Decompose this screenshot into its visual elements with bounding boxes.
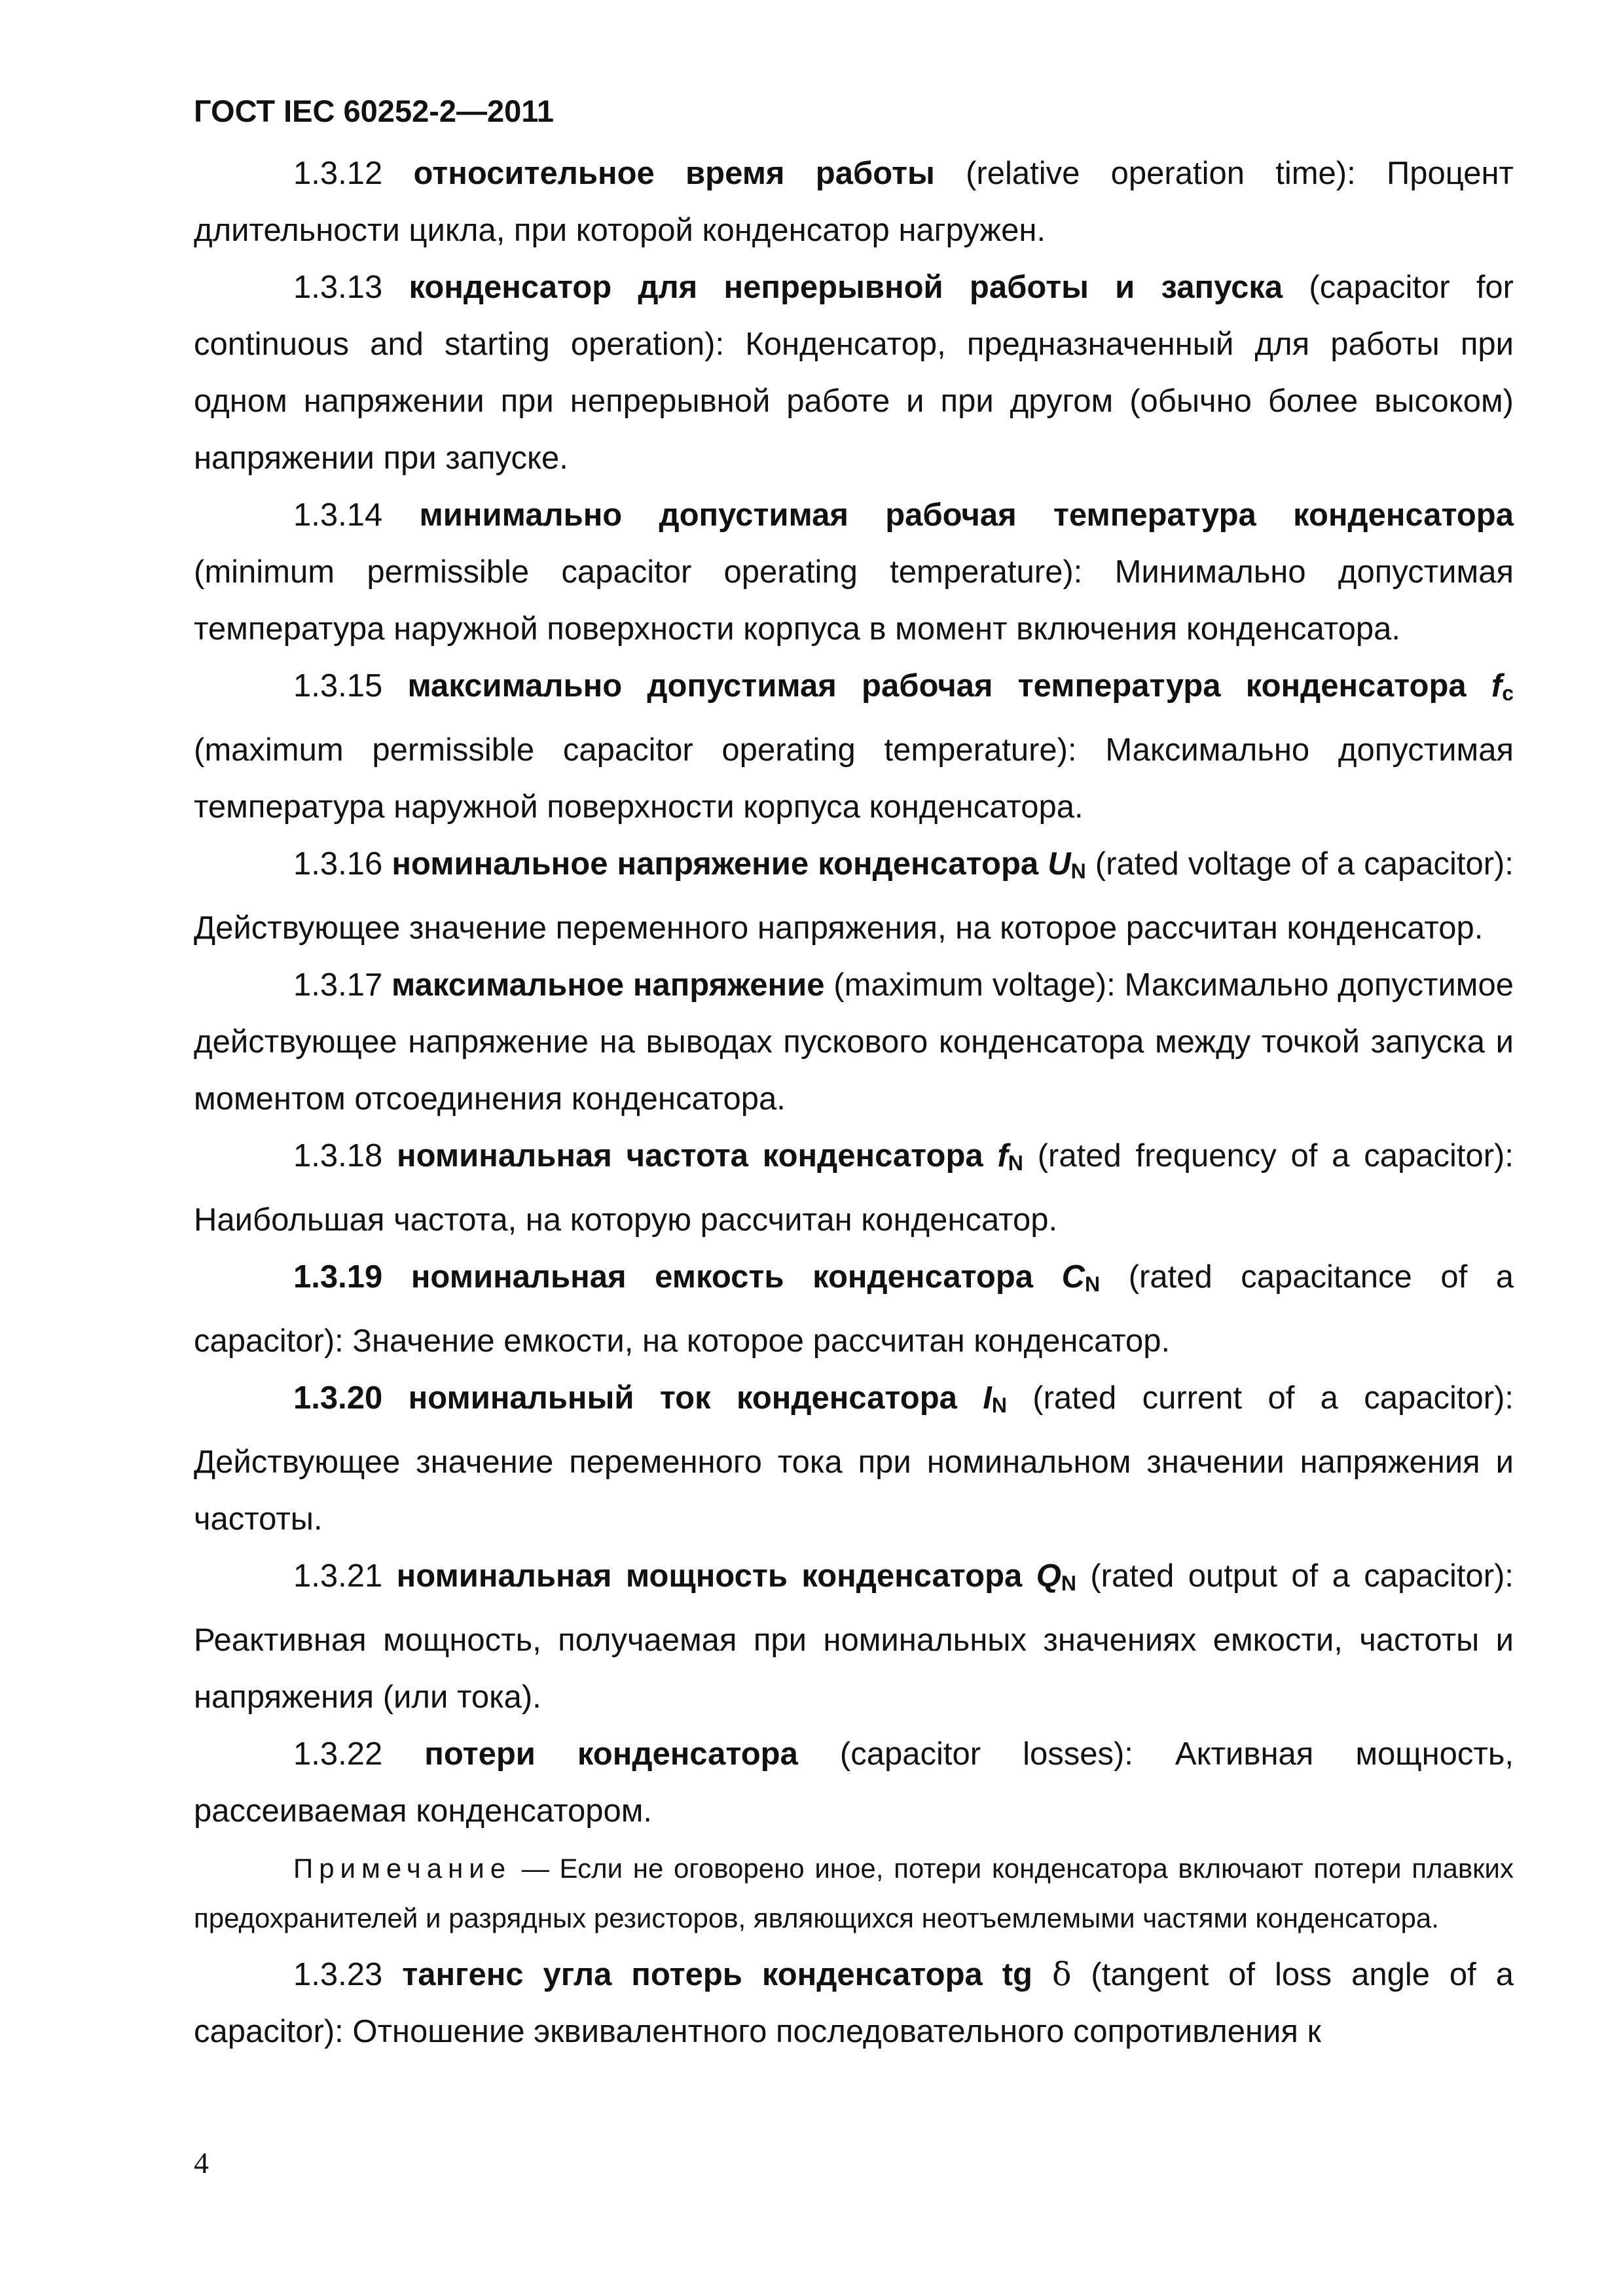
definition-1-3-18 xyxy=(194,1128,1514,1249)
entry-text: (rated frequency of a capacitor): Наибольшая частота, на которую рассчитан конденсатор. xyxy=(194,1138,1514,1238)
entry-term: максимальное напряжение xyxy=(392,967,825,1003)
entry-number: 1.3.21 xyxy=(293,1558,383,1594)
entry-text: (capacitor for continuous and starting operation): Конденсатор, предназначенный для работы при одном напряжении при непрерывной работе и при другом (обычно более высоком) напряжении при запуске. xyxy=(194,270,1514,476)
entry-symbol: $U_N$ xyxy=(1048,846,1086,883)
entry-number: 1.3.22 xyxy=(293,1736,383,1772)
entry-symbol: $C_N$ xyxy=(1061,1259,1101,1296)
definition-1-3-17 xyxy=(194,957,1514,1128)
note-label: Примечание xyxy=(293,1853,512,1884)
entry-term: потери конденсатора xyxy=(424,1736,798,1772)
definition-1-3-19 xyxy=(194,1249,1514,1370)
entry-number: 1.3.16 xyxy=(293,846,383,882)
delta-symbol: δ xyxy=(1051,1956,1072,1993)
definition-1-3-12 xyxy=(194,145,1514,259)
entry-number: 1.3.20 xyxy=(293,1380,383,1416)
entry-number: 1.3.23 xyxy=(293,1957,383,1992)
entry-term: конденсатор для непрерывной работы и запуска xyxy=(409,270,1283,305)
definition-1-3-13 xyxy=(194,259,1514,487)
definition-1-3-21 xyxy=(194,1548,1514,1726)
definition-1-3-20 xyxy=(194,1370,1514,1548)
entry-text: (tangent of loss angle of a capacitor): Отношение эквивалентного последовательного сопротивления к xyxy=(194,1957,1514,2049)
entry-symbol: $f_c$ xyxy=(1491,668,1514,705)
page-number: 4 xyxy=(194,2146,209,2179)
definition-1-3-15 xyxy=(194,658,1514,836)
entry-text: (rated capacitance of a capacitor): Значение емкости, на которое рассчитан конденсатор. xyxy=(194,1259,1514,1359)
entry-text: (rated current of a capacitor): Действующее значение переменного тока при номинальном значении напряжения и частоты. xyxy=(194,1380,1514,1537)
document-body xyxy=(194,145,1514,2060)
entry-term: относительное время работы xyxy=(413,156,935,191)
note-paragraph xyxy=(194,1844,1514,1943)
entry-text: (capacitor losses): Активная мощность, рассеиваемая конденсатором. xyxy=(194,1736,1514,1829)
entry-text: (relative operation time): Процент длительности цикла, при которой конденсатор нагружен. xyxy=(194,156,1514,248)
entry-number: 1.3.12 xyxy=(293,156,383,191)
entry-term: минимально допустимая рабочая температура конденсатора xyxy=(419,497,1514,533)
entry-text: (maximum voltage): Максимально допустимое действующее напряжение на выводах пускового конденсатора между точкой запуска и моментом отсоединения конденсатора. xyxy=(194,967,1514,1117)
entry-term: максимально допустимая рабочая температура конденсатора xyxy=(407,668,1467,704)
entry-text: (rated output of a capacitor): Реактивная мощность, получаемая при номинальных значениях емкости, частоты и напряжения (или тока). xyxy=(194,1558,1514,1715)
definition-1-3-22 xyxy=(194,1726,1514,1840)
entry-symbol: $I_N$ xyxy=(983,1380,1007,1417)
definition-1-3-16 xyxy=(194,836,1514,957)
entry-text: (maximum permissible capacitor operating temperature): Максимально допустимая температура наружной поверхности корпуса конденсатора. xyxy=(194,732,1514,825)
entry-number: 1.3.19 xyxy=(293,1259,383,1295)
entry-term: номинальное напряжение конденсатора xyxy=(392,846,1039,882)
definition-1-3-23 xyxy=(194,1946,1514,2060)
entry-number: 1.3.18 xyxy=(293,1138,383,1174)
definition-1-3-14 xyxy=(194,487,1514,658)
entry-number: 1.3.14 xyxy=(293,497,383,533)
entry-number: 1.3.17 xyxy=(293,967,383,1003)
entry-term: номинальный ток конденсатора xyxy=(408,1380,957,1416)
entry-number: 1.3.15 xyxy=(293,668,383,704)
entry-number: 1.3.13 xyxy=(293,270,383,305)
entry-text: (rated voltage of a capacitor): Действующее значение переменного напряжения, на которое рассчитан конденсатор. xyxy=(194,846,1514,946)
document-header: ГОСТ IEC 60252-2—2011 xyxy=(194,94,554,128)
entry-text: (minimum permissible capacitor operating temperature): Минимально допустимая температура наружной поверхности корпуса в момент включения конденсатора. xyxy=(194,554,1514,647)
entry-term: тангенс угла потерь конденсатора tg xyxy=(402,1957,1032,1992)
entry-symbol: $f_N$ xyxy=(997,1138,1023,1175)
entry-term: номинальная емкость конденсатора xyxy=(410,1259,1034,1295)
entry-term: номинальная частота конденсатора xyxy=(397,1138,983,1174)
entry-term: номинальная мощность конденсатора xyxy=(396,1558,1023,1594)
entry-symbol: $Q_N$ xyxy=(1036,1558,1076,1595)
note-text: — Если не оговорено иное, потери конденсатора включают потери плавких предохранителей и разрядных резисторов, являющихся неотъемлемыми частями конденсатора. xyxy=(194,1853,1514,1933)
